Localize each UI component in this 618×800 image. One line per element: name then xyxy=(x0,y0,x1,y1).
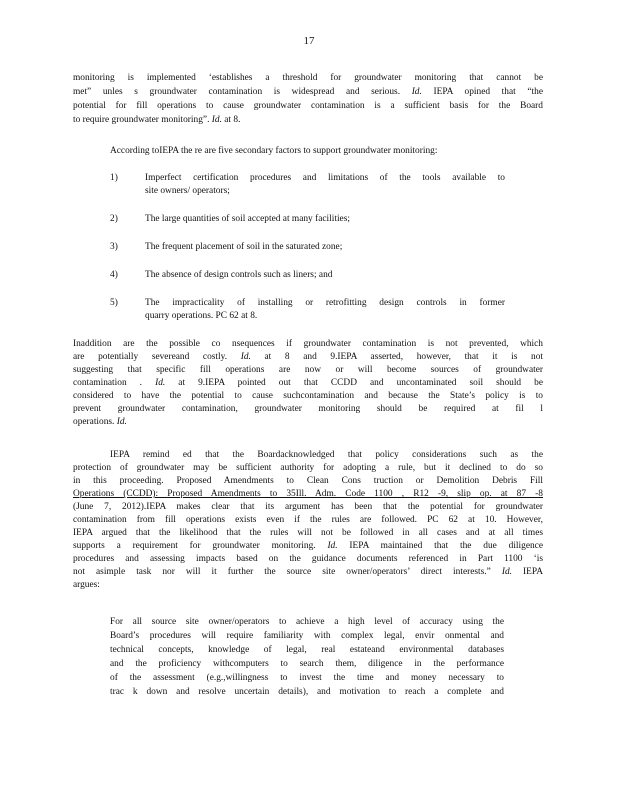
list-item-line: The frequent placement of soil in the saturated zone; xyxy=(145,242,343,252)
paragraph-line: prevent groundwater contamination, groundwater monitoring should be required at fil l xyxy=(73,404,543,414)
quote-line: trac k down and resolve uncertain details), and motivation to reach a complete and xyxy=(110,687,504,697)
paragraph-line: (June 7, 2012).IEPA makes clear that its argument has been that the potential for groundwater xyxy=(73,502,543,512)
list-item-line: The impracticality of installing or retrofitting design controls in former xyxy=(145,298,505,308)
paragraph-line: contamination from fill operations exists even if the rules are followed. PC 62 at 10. However, xyxy=(73,515,543,525)
paragraph-line: argues: xyxy=(73,580,100,590)
list-number: 1) xyxy=(110,173,118,183)
paragraph-line: IEPA argued that the likelihood that the rules will not be followed in all cases and at all times xyxy=(73,528,543,538)
paragraph-line: not asimple task nor will it further the source site owner/operators’ direct interests.” Id. IEPA xyxy=(73,567,543,577)
list-number: 2) xyxy=(110,214,118,224)
paragraph-line: in this proceeding. Proposed Amendments to Clean Cons truction or Demolition Debris Fill xyxy=(73,476,543,486)
quote-line: For all source site owner/operators to achieve a high level of accuracy using the xyxy=(110,617,504,627)
page-number: 17 xyxy=(303,35,315,47)
paragraph-line: met” unles s groundwater contamination is widespread and serious. Id. IEPA opined that “the xyxy=(73,87,543,97)
paragraph-line: potential for fill operations to cause groundwater contamination is a sufficient basis for the Board xyxy=(73,101,543,111)
list-number: 3) xyxy=(110,242,118,252)
paragraph-line: protection of groundwater may be sufficient authority for adopting a rule, but it declined to do so xyxy=(73,463,543,473)
list-item-line: site owners/ operators; xyxy=(145,186,230,196)
paragraph-line: According toIEPA the re are five secondary factors to support groundwater monitoring: xyxy=(110,146,438,156)
list-number: 4) xyxy=(110,270,118,280)
quote-line: technical concepts, knowledge of legal, real estateand environmental databases xyxy=(110,645,504,655)
quote-line: Board’s procedures will require familiarity with complex legal, envir onmental and xyxy=(110,631,504,641)
paragraph-line: are potentially severeand costly. Id. at 8 and 9.IEPA asserted, however, that it is not xyxy=(73,352,543,362)
paragraph-line: considered to have the potential to cause suchcontamination and because the State’s policy is to xyxy=(73,391,543,401)
list-item-line: The absence of design controls such as liners; and xyxy=(145,270,333,280)
quote-line: of the assessment (e.g.,willingness to invest the time and money necessary to xyxy=(110,673,504,683)
citation-line: Operations (CCDD): Proposed Amendments to 35Ill. Adm. Code 1100 , R12 -9, slip op. at 87 -8 xyxy=(73,489,543,499)
quote-line: and the proficiency withcomputers to search them, diligence in the performance xyxy=(110,659,504,669)
paragraph-line: IEPA remind ed that the Boardacknowledged that policy considerations such as the xyxy=(110,450,543,460)
paragraph-line: procedures and assessing impacts based on the guidance documents referenced in Part 1100 ‘is xyxy=(73,554,543,564)
list-item-line: quarry operations. PC 62 at 8. xyxy=(145,311,258,321)
list-item-line: Imperfect certification procedures and limitations of the tools available to xyxy=(145,173,505,183)
paragraph-line: contamination . Id. at 9.IEPA pointed out that CCDD and uncontaminated soil should be xyxy=(73,378,543,388)
paragraph-line: suggesting that specific fill operations are now or will become sources of groundwater xyxy=(73,365,543,375)
paragraph-line: monitoring is implemented ‘establishes a threshold for groundwater monitoring that cannot be xyxy=(73,73,543,83)
list-item-line: The large quantities of soil accepted at many facilities; xyxy=(145,214,350,224)
paragraph-line: to require groundwater monitoring”. Id. at 8. xyxy=(73,115,241,125)
paragraph-line: Inaddition are the possible co nsequences if groundwater contamination is not prevented, which xyxy=(73,339,543,349)
paragraph-line: operations. Id. xyxy=(73,417,127,427)
paragraph-line: supports a requirement for groundwater monitoring. Id. IEPA maintained that the due diligence xyxy=(73,541,543,551)
list-number: 5) xyxy=(110,298,118,308)
